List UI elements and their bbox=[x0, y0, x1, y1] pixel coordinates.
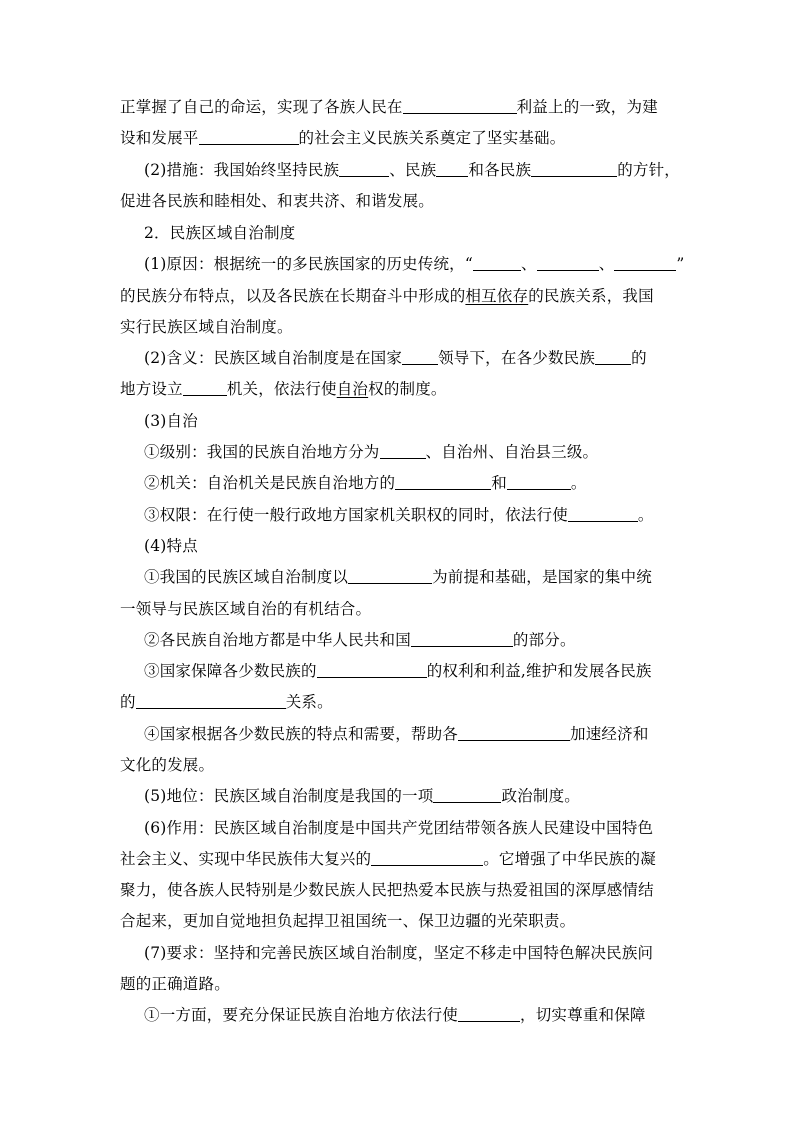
text-segment: (1)原因：根据统一的多民族国家的历史传统，“ bbox=[144, 255, 473, 273]
text-segment: 和各民族 bbox=[468, 161, 532, 179]
text-segment: 文化的发展。 bbox=[120, 756, 215, 774]
text-segment: ②机关：自治机关是民族自治地方的 bbox=[144, 474, 396, 492]
text-segment: 领导下，在各少数民族 bbox=[438, 349, 596, 367]
text-line bbox=[144, 158, 680, 182]
text-segment: 的民族关系，我国 bbox=[528, 287, 654, 305]
text-segment: 促进各民族和睦相处、和衷共济、和谐发展。 bbox=[120, 192, 435, 210]
text-segment: 。 bbox=[637, 506, 654, 524]
text-segment: 聚力，使各族人民特别是少数民族人民把热爱本民族与热爱祖国的深厚感情结 bbox=[120, 881, 654, 899]
text-segment: 的社会主义民族关系奠定了坚实基础。 bbox=[298, 129, 566, 147]
fill-blank[interactable] bbox=[339, 160, 389, 177]
text-segment: 的民族分布特点，以及各民族在长期奋斗中形成的 bbox=[120, 287, 466, 305]
text-line bbox=[120, 189, 434, 213]
fill-blank[interactable] bbox=[402, 348, 438, 365]
text-line bbox=[144, 722, 649, 746]
text-segment: 、自治州、自治县三级。 bbox=[425, 443, 599, 461]
text-line bbox=[144, 628, 576, 652]
text-segment: ” bbox=[676, 255, 685, 273]
fill-blank[interactable] bbox=[458, 724, 570, 741]
text-segment: ③权限：在行使一般行政地方国家机关职权的同时，依法行使 bbox=[144, 506, 568, 524]
text-segment: 政治制度。 bbox=[501, 787, 580, 805]
fill-blank[interactable] bbox=[371, 849, 483, 866]
fill-blank[interactable] bbox=[380, 442, 426, 459]
fill-blank[interactable] bbox=[614, 254, 676, 271]
text-line bbox=[120, 284, 654, 308]
text-segment: (6)作用：民族区域自治制度是中国共产党团结带领各族人民建设中国特色 bbox=[144, 819, 654, 837]
text-line bbox=[120, 753, 214, 777]
text-segment: ①我国的民族区域自治制度以 bbox=[144, 568, 349, 586]
text-line bbox=[120, 95, 658, 119]
text-segment: 社会主义、实现中华民族伟大复兴的 bbox=[120, 850, 372, 868]
fill-blank[interactable] bbox=[403, 97, 517, 114]
fill-blank[interactable] bbox=[568, 505, 638, 522]
text-line bbox=[120, 377, 447, 401]
fill-blank[interactable] bbox=[199, 128, 299, 145]
text-line bbox=[120, 847, 656, 871]
text-segment: 的权利和利益,维护和发展各民族 bbox=[426, 662, 652, 680]
text-segment: 。它增强了中华民族的凝 bbox=[483, 850, 656, 868]
text-segment: 利益上的一致，为建 bbox=[516, 98, 658, 116]
text-line bbox=[144, 471, 587, 495]
text-segment: ，切实尊重和保障 bbox=[520, 1006, 646, 1024]
text-line bbox=[144, 784, 580, 808]
text-segment: 地方设立 bbox=[120, 380, 183, 398]
text-segment: 合起来，更加自觉地担负起捍卫祖国统一、保卫边疆的光荣职责。 bbox=[120, 912, 576, 930]
text-segment: (7)要求：坚持和完善民族区域自治制度，坚定不移走中国特色解决民族问 bbox=[144, 944, 654, 962]
text-segment: (4)特点 bbox=[144, 537, 198, 555]
fill-blank[interactable] bbox=[458, 1005, 520, 1022]
text-line bbox=[144, 816, 653, 840]
underlined-text: 相互依存 bbox=[465, 287, 529, 305]
text-line bbox=[144, 503, 654, 527]
text-segment: 的 bbox=[631, 349, 647, 367]
text-segment: 的部分。 bbox=[512, 631, 576, 649]
text-segment: 、 bbox=[598, 255, 615, 273]
fill-blank[interactable] bbox=[537, 254, 599, 271]
text-segment: ③国家保障各少数民族的 bbox=[144, 662, 317, 680]
text-line bbox=[144, 534, 198, 558]
text-segment: (2)含义：民族区域自治制度是在国家 bbox=[144, 349, 403, 367]
text-segment: 和 bbox=[491, 474, 507, 492]
text-segment: 机关，依法行使 bbox=[226, 380, 337, 398]
text-segment: 、民族 bbox=[389, 161, 437, 179]
text-segment: ①级别：我国的民族自治地方分为 bbox=[144, 443, 380, 461]
fill-blank[interactable] bbox=[473, 254, 521, 271]
text-line bbox=[144, 941, 653, 965]
text-segment: ②各民族自治地方都是中华人民共和国 bbox=[144, 631, 411, 649]
text-line bbox=[120, 315, 293, 339]
section-heading bbox=[144, 221, 295, 245]
text-segment: ④国家根据各少数民族的特点和需要，帮助各 bbox=[144, 725, 459, 743]
fill-blank[interactable] bbox=[317, 661, 427, 678]
text-line bbox=[144, 565, 652, 589]
text-line bbox=[120, 972, 230, 996]
text-segment: 、 bbox=[520, 255, 537, 273]
text-line bbox=[144, 440, 598, 464]
text-segment: 为前提和基础，是国家的集中统 bbox=[432, 568, 652, 586]
text-segment: 加速经济和 bbox=[570, 725, 649, 743]
text-segment: 的 bbox=[120, 693, 136, 711]
text-line bbox=[120, 690, 333, 714]
fill-blank[interactable] bbox=[183, 379, 227, 396]
text-segment: 设和发展平 bbox=[120, 129, 199, 147]
text-segment: 实行民族区域自治制度。 bbox=[120, 318, 293, 336]
text-line bbox=[144, 252, 685, 276]
fill-blank[interactable] bbox=[531, 160, 617, 177]
fill-blank[interactable] bbox=[411, 630, 513, 647]
text-segment: 关系。 bbox=[285, 693, 333, 711]
fill-blank[interactable] bbox=[395, 473, 491, 490]
text-line bbox=[144, 346, 647, 370]
text-segment: 2．民族区域自治制度 bbox=[144, 224, 296, 242]
text-segment: 题的正确道路。 bbox=[120, 975, 230, 993]
fill-blank[interactable] bbox=[348, 567, 432, 584]
text-line bbox=[120, 878, 654, 902]
text-segment: (3)自治 bbox=[144, 412, 198, 430]
text-segment: (5)地位：民族区域自治制度是我国的一项 bbox=[144, 787, 434, 805]
text-segment: 正掌握了自己的命运，实现了各族人民在 bbox=[120, 98, 403, 116]
text-line bbox=[144, 659, 652, 683]
text-segment: 的方针， bbox=[617, 161, 680, 179]
text-segment: 一领导与民族区域自治的有机结合。 bbox=[120, 600, 372, 618]
fill-blank[interactable] bbox=[595, 348, 631, 365]
text-segment: ①一方面，要充分保证民族自治地方依法行使 bbox=[144, 1006, 459, 1024]
text-line bbox=[120, 597, 371, 621]
fill-blank[interactable] bbox=[136, 692, 286, 709]
fill-blank[interactable] bbox=[436, 160, 468, 177]
fill-blank[interactable] bbox=[433, 786, 501, 803]
text-segment: 权的制度。 bbox=[368, 380, 447, 398]
text-segment: (2)措施：我国始终坚持民族 bbox=[144, 161, 340, 179]
text-line bbox=[120, 126, 565, 150]
text-line bbox=[144, 1003, 646, 1027]
fill-blank[interactable] bbox=[507, 473, 571, 490]
underlined-text: 自治 bbox=[336, 380, 369, 398]
text-line bbox=[144, 409, 198, 433]
text-line bbox=[120, 909, 575, 933]
text-segment: 。 bbox=[570, 474, 587, 492]
